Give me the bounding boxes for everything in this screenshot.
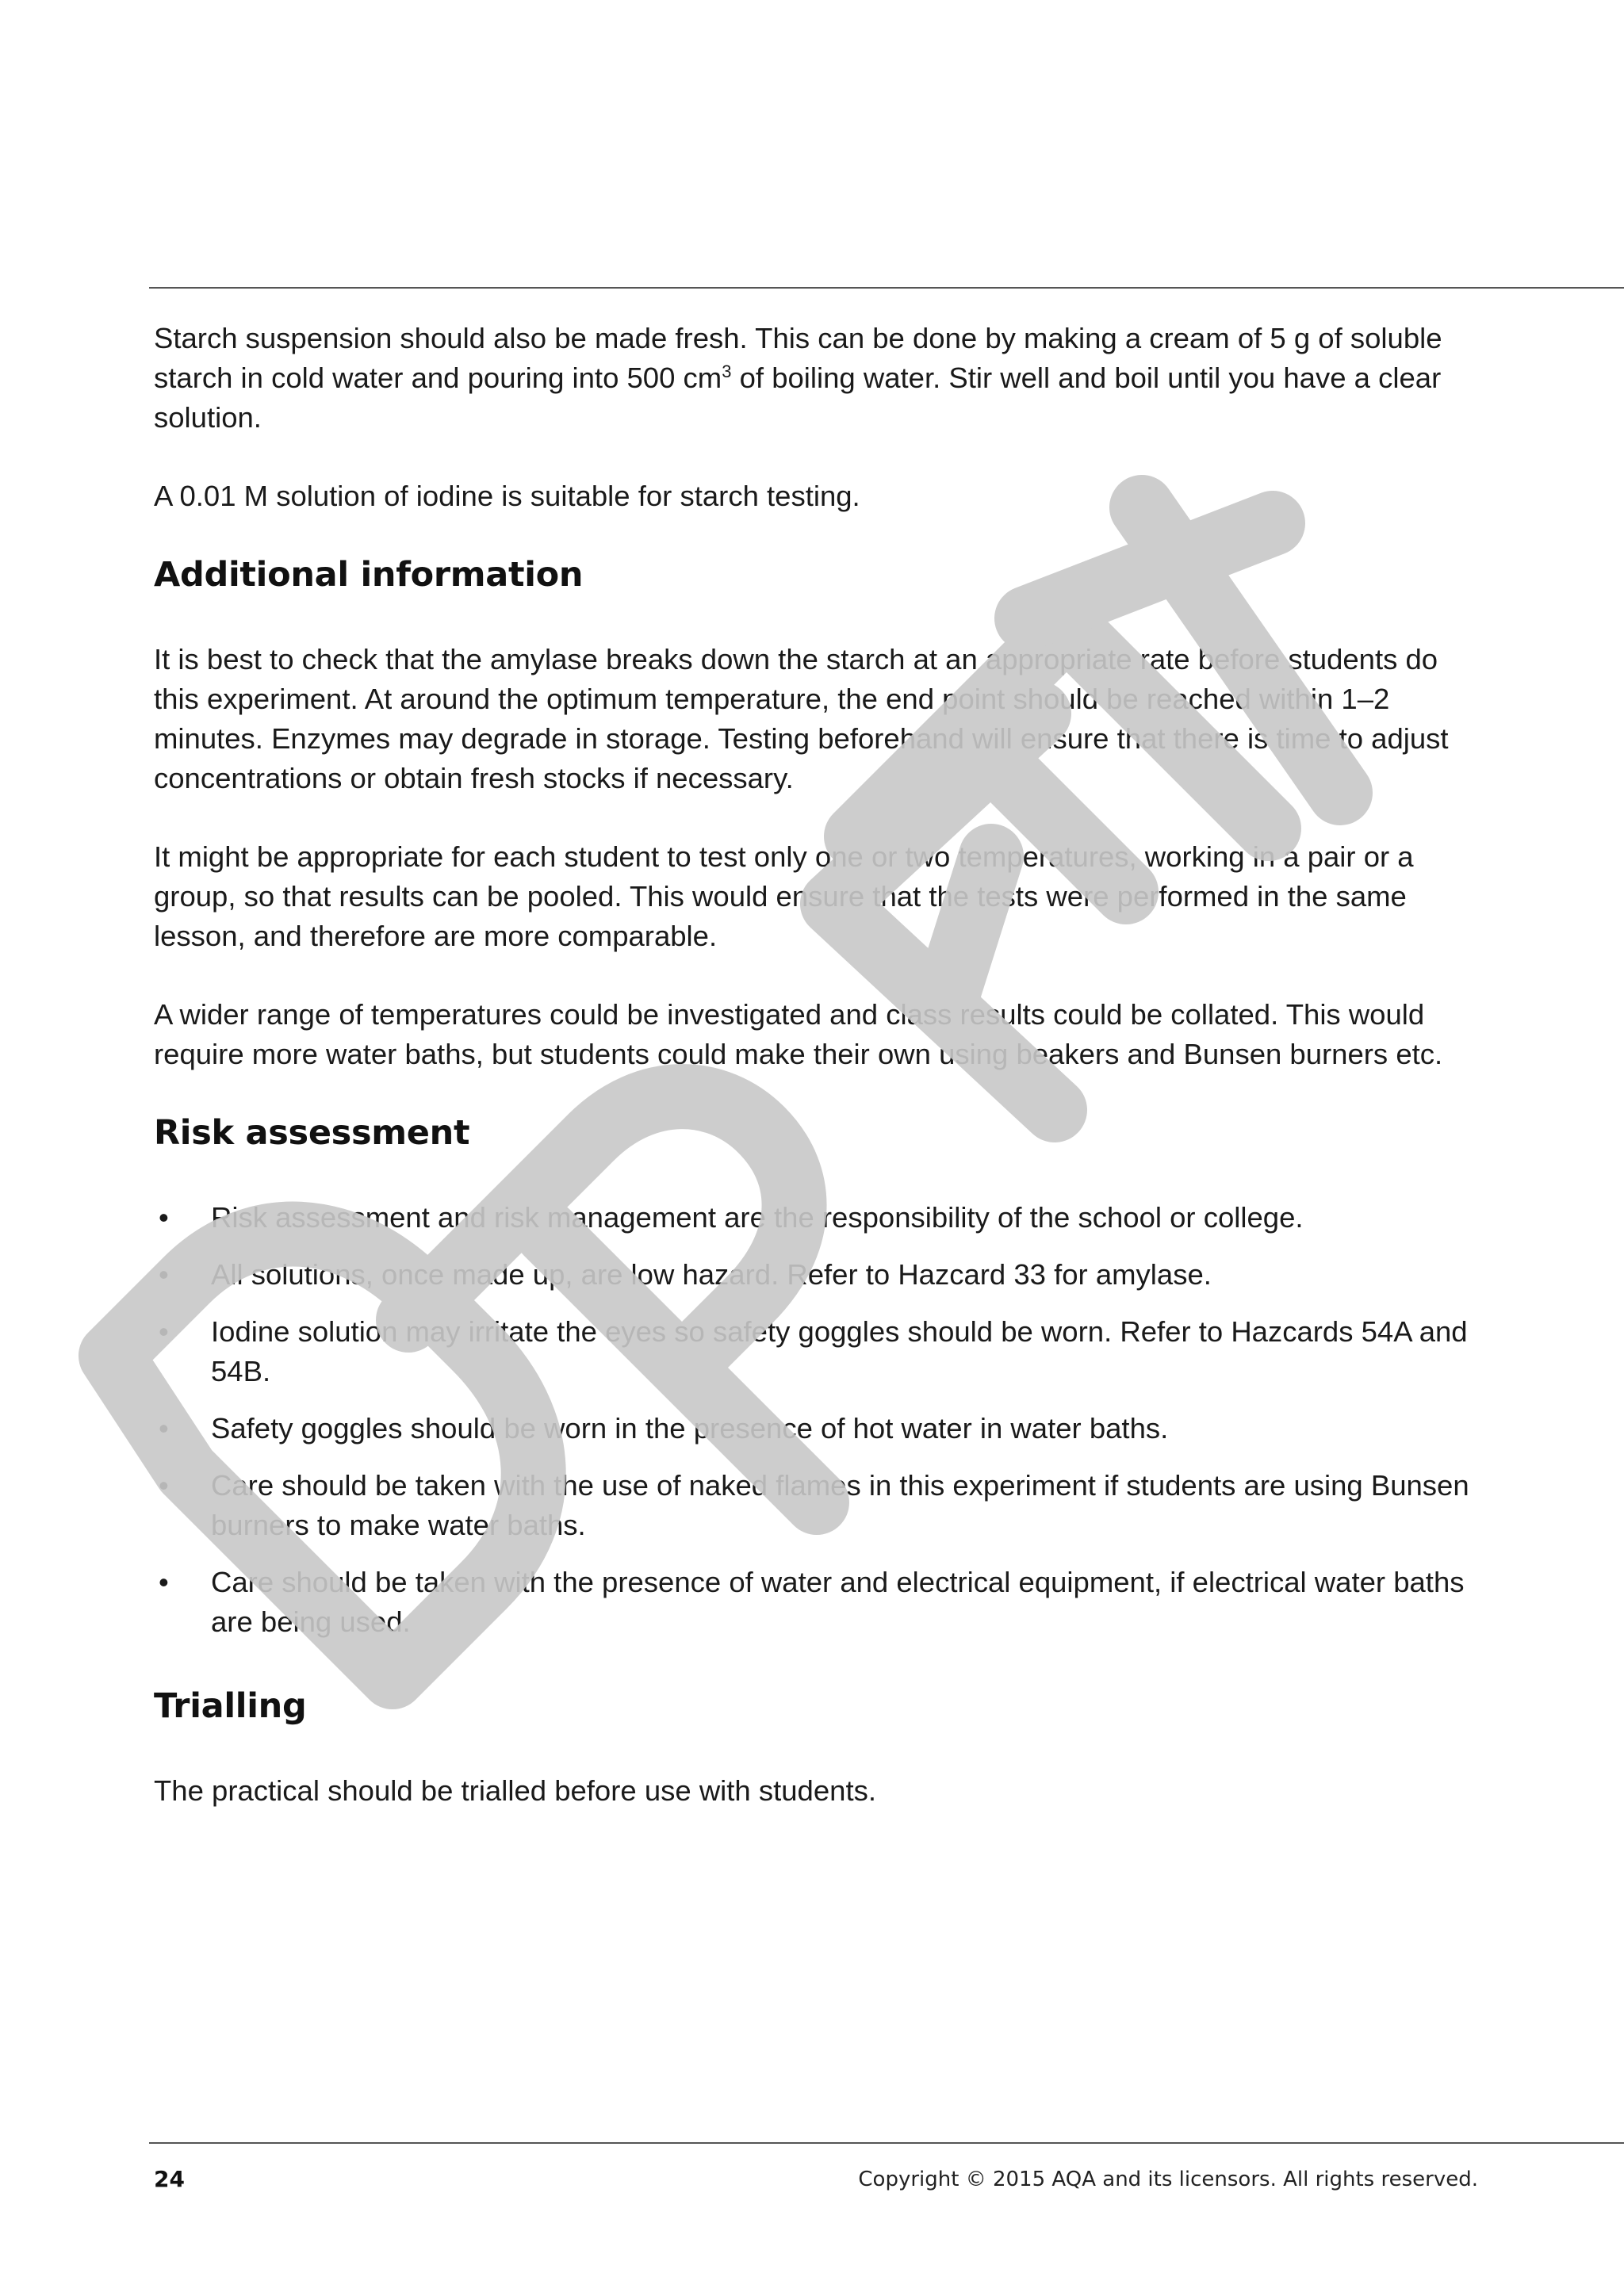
- list-item: [154, 1312, 1470, 1391]
- document-body: [154, 319, 1470, 1850]
- bullet-icon: •: [159, 1258, 169, 1291]
- bullet-icon: •: [159, 1412, 169, 1445]
- list-item: [154, 1563, 1470, 1642]
- list-item: [154, 1466, 1470, 1545]
- list-item-text: Risk assessment and risk management are the responsibility of the school or college.: [211, 1201, 1304, 1234]
- heading-trialling: Trialling: [154, 1686, 307, 1726]
- list-item-text: Care should be taken with the use of naked flames in this experiment if students are using Bunsen burners to make water baths.: [211, 1469, 1469, 1541]
- starch-paragraph: [154, 319, 1470, 438]
- heading-risk-assessment: Risk assessment: [154, 1113, 470, 1153]
- heading-additional-information: Additional information: [154, 555, 584, 595]
- bullet-icon: •: [159, 1566, 169, 1598]
- list-item: [154, 1255, 1470, 1295]
- list-item-text: All solutions, once made up, are low hazard. Refer to Hazcard 33 for amylase.: [211, 1258, 1212, 1291]
- bullet-icon: •: [159, 1315, 169, 1348]
- superscript-3: 3: [722, 361, 732, 381]
- additional-paragraph-2: It might be appropriate for each student to test only one or two temperatures, working in a pair or a group, so that results can be pooled. This would ensure that the tests were performed in the same lesson, and therefore are more comparable.: [154, 840, 1414, 952]
- bullet-icon: •: [159, 1201, 169, 1234]
- risk-list: [154, 1198, 1470, 1642]
- starch-text-part-2: of boiling water. Stir well and boil until you have a clear solution.: [154, 362, 1442, 434]
- iodine-paragraph: A 0.01 M solution of iodine is suitable for starch testing.: [154, 480, 860, 512]
- bullet-icon: •: [159, 1469, 169, 1502]
- copyright-notice: Copyright © 2015 AQA and its licensors. All rights reserved.: [858, 2168, 1478, 2191]
- list-item: [154, 1409, 1470, 1448]
- trialling-paragraph: The practical should be trialled before use with students.: [154, 1774, 876, 1807]
- additional-paragraph-1: It is best to check that the amylase breaks down the starch at an appropriate rate before students do this experiment. At around the optimum temperature, the end point should be reached within 1–2 minutes. Enzymes may degrade in storage. Testing beforehand will ensure that there is time to adjust concentrations or obtain fresh stocks if necessary.: [154, 643, 1449, 794]
- footer-rule: [149, 2142, 1624, 2144]
- starch-text-part-1: Starch suspension should also be made fresh. This can be done by making a cream of 5 g of soluble starch in cold water and pouring into 500 cm: [154, 322, 1442, 394]
- list-item-text: Iodine solution may irritate the eyes so safety goggles should be worn. Refer to Hazcards 54A and 54B.: [211, 1315, 1468, 1387]
- page-number: 24: [154, 2166, 185, 2192]
- list-item: [154, 1198, 1470, 1238]
- list-item-text: Care should be taken with the presence of water and electrical equipment, if electrical water baths are being used.: [211, 1566, 1465, 1638]
- list-item-text: Safety goggles should be worn in the presence of hot water in water baths.: [211, 1412, 1169, 1445]
- additional-paragraph-3: A wider range of temperatures could be investigated and class results could be collated. This would require more water baths, but students could make their own using beakers and Bunsen burners etc.: [154, 998, 1443, 1070]
- header-rule: [149, 287, 1624, 289]
